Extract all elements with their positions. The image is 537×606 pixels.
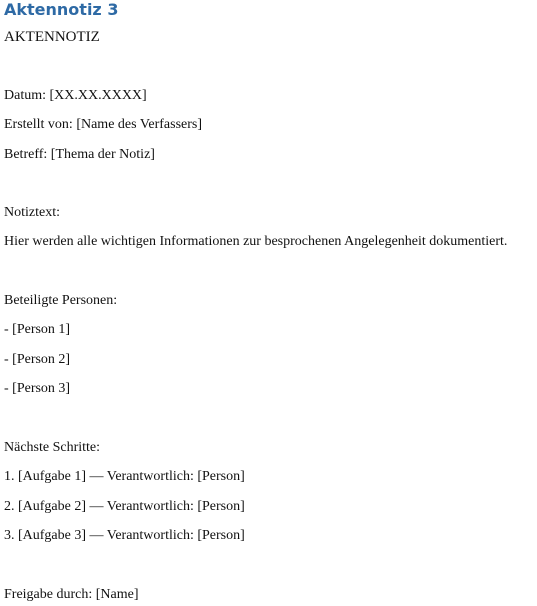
next-step-item: 3. [Aufgabe 3] — Verantwortlich: [Person] [4, 528, 245, 543]
memo-date: Datum: [XX.XX.XXXX] [4, 88, 147, 103]
document-heading: Aktennotiz 3 [4, 0, 119, 19]
participant-item: - [Person 2] [4, 352, 71, 367]
participants-heading: Beteiligte Personen: [4, 293, 118, 308]
participant-item: - [Person 3] [4, 381, 71, 396]
memo-subject: Betreff: [Thema der Notiz] [4, 147, 155, 162]
memo-author: Erstellt von: [Name des Verfassers] [4, 117, 203, 132]
release-by: Freigabe durch: [Name] [4, 587, 139, 602]
next-step-item: 2. [Aufgabe 2] — Verantwortlich: [Person] [4, 499, 245, 514]
next-steps-heading: Nächste Schritte: [4, 440, 101, 455]
note-body: Hier werden alle wichtigen Informationen zur besprochenen Angelegenheit dokumentiert. [4, 234, 508, 249]
note-heading: Notiztext: [4, 205, 60, 220]
next-step-item: 1. [Aufgabe 1] — Verantwortlich: [Person] [4, 469, 245, 484]
memo-title: AKTENNOTIZ [4, 29, 100, 45]
participant-item: - [Person 1] [4, 322, 71, 337]
